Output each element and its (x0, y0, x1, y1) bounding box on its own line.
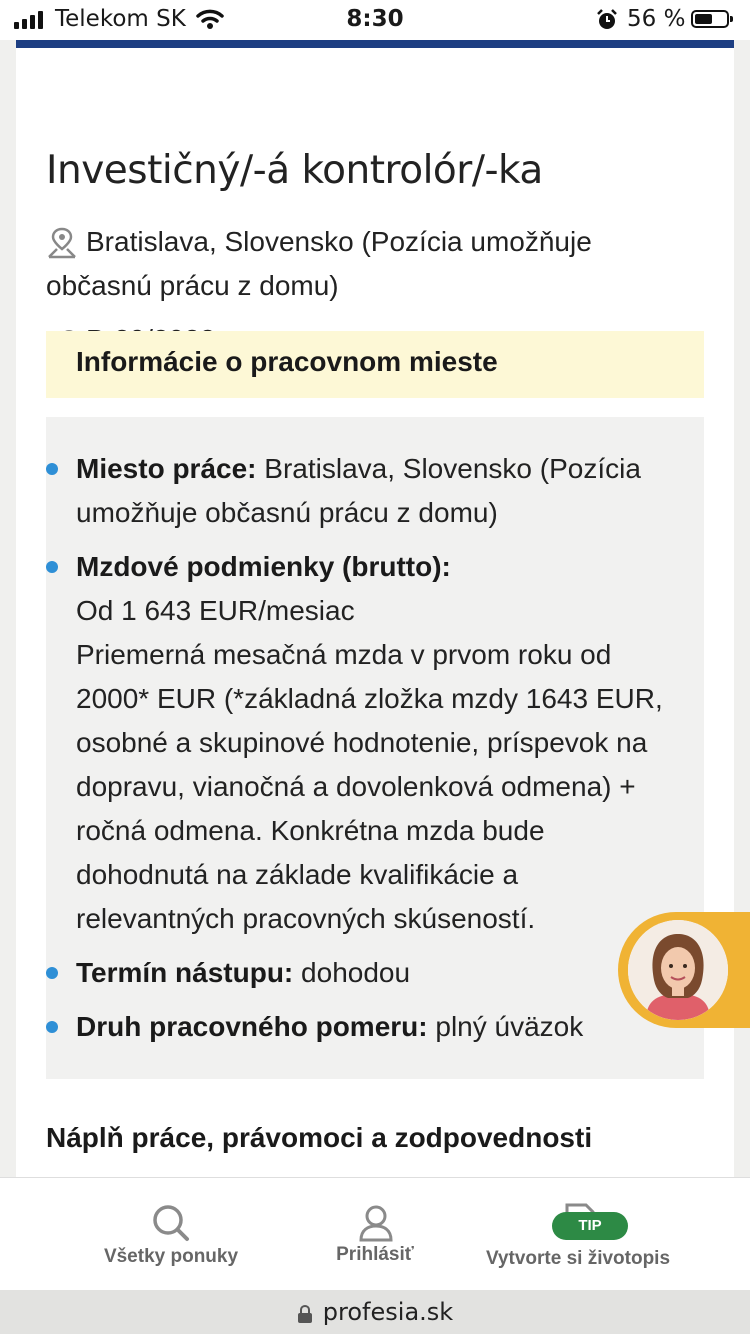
advisor-portrait-icon (628, 920, 728, 1020)
start-date-value: dohodou (301, 957, 411, 988)
start-date-label: Termín nástupu: (76, 957, 294, 988)
lock-icon (297, 1304, 313, 1324)
employment-type-label: Druh pracovného pomeru: (76, 1011, 428, 1042)
battery-percentage: 56 % (627, 6, 686, 32)
alarm-icon (596, 9, 618, 31)
nav-create-cv-label: Vytvorte si životopis (485, 1248, 671, 1269)
info-section-header (46, 331, 704, 398)
salary-label: Mzdové podmienky (brutto): (76, 551, 451, 582)
avatar (628, 920, 728, 1020)
list-item-workplace (76, 447, 676, 535)
nav-login[interactable] (320, 1178, 430, 1290)
list-item-start-date (76, 951, 676, 995)
employment-type-value: plný úväzok (435, 1011, 584, 1042)
salary-base: Od 1 643 EUR/mesiac (76, 595, 355, 626)
list-item-salary (76, 545, 676, 941)
url-text: profesia.sk (322, 1298, 454, 1326)
search-icon (152, 1204, 190, 1242)
info-section-heading: Informácie o pracovnom mieste (76, 346, 498, 377)
status-bar (0, 0, 750, 40)
bottom-navigation (0, 1177, 750, 1290)
list-item-employment-type (76, 1005, 676, 1049)
job-location-text: Bratislava, Slovensko (Pozícia umožňuje občasnú prácu z domu) (46, 226, 592, 301)
info-list (76, 447, 676, 1059)
nav-all-offers-label: Všetky ponuky (103, 1246, 239, 1267)
tip-badge: TIP (552, 1212, 628, 1240)
job-detail-card (16, 40, 734, 1180)
responsibilities-heading: Náplň práce, právomoci a zodpovednosti (46, 1122, 593, 1153)
nav-login-label: Prihlásiť (336, 1244, 414, 1265)
salary-details: Priemerná mesačná mzda v prvom roku od 2000* EUR (*základná zložka mzdy 1643 EUR, osobné a skupinové hodnotenie, príspevok na dopravu, vianočná a dovolenková odmena) + ročná odmena. Konkrétna mzda bude dohodnutá na základe kvalifikácie a relevantných pracovných skúseností. (76, 639, 663, 934)
carrier-name: Telekom SK (55, 6, 186, 32)
nav-all-offers[interactable] (96, 1178, 246, 1290)
battery-icon (691, 10, 729, 28)
workplace-label: Miesto práce: (76, 453, 257, 484)
workplace-value: Bratislava, Slovensko (Pozícia umožňuje občasnú prácu z domu) (76, 453, 641, 528)
job-location (46, 220, 696, 308)
user-icon (358, 1204, 394, 1242)
browser-url-bar[interactable] (0, 1290, 750, 1334)
advisor-chat-button[interactable] (618, 912, 750, 1028)
info-details-box (46, 417, 704, 1079)
clock: 8:30 (346, 6, 404, 32)
job-title: Investičný/-á kontrolór/-ka (46, 148, 543, 193)
accent-bar (16, 40, 734, 48)
location-pin-icon (46, 227, 78, 261)
